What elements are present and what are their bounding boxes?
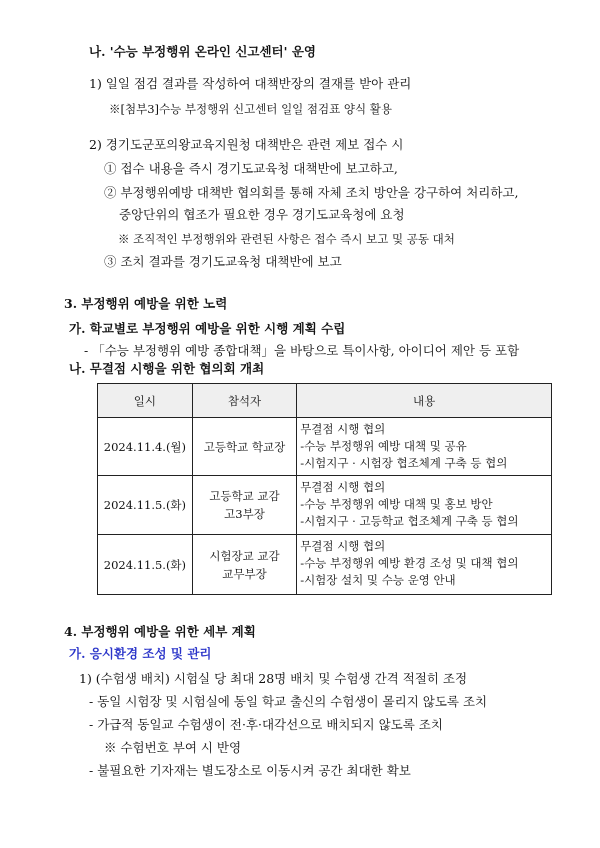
note-exam-number: ※ 수험번호 부여 시 반영 bbox=[104, 740, 242, 755]
item-seating: 1) (수험생 배치) 시험실 당 최대 28명 배치 및 수험생 간격 적절히 조정 bbox=[79, 671, 468, 686]
table-cell-attendees bbox=[192, 418, 296, 476]
table-cell-attendees bbox=[192, 535, 296, 595]
section-heading-online-report-center: 나. '수능 부정행위 온라인 신고센터' 운영 bbox=[89, 44, 316, 59]
table-row bbox=[98, 418, 552, 476]
table-cell-content bbox=[297, 535, 552, 595]
table-cell-content bbox=[297, 418, 552, 476]
step-2: ② 부정행위예방 대책반 협의회를 통해 자체 조치 방안을 강구하여 처리하고, bbox=[104, 185, 519, 200]
bullet-same-school: - 동일 시험장 및 시험실에 동일 학교 출신의 수험생이 몰리지 않도록 조치 bbox=[89, 694, 488, 709]
step-3: ③ 조치 결과를 경기도교육청 대책반에 보고 bbox=[104, 254, 342, 269]
content-line: 무결점 시행 협의 bbox=[300, 422, 386, 436]
step-2-cont: 중앙단위의 협조가 필요한 경우 경기도교육청에 요청 bbox=[119, 207, 405, 222]
table-cell-date: 2024.11.4.(월) bbox=[98, 418, 193, 476]
meeting-table bbox=[97, 383, 552, 595]
table-cell-date: 2024.11.5.(화) bbox=[98, 476, 193, 535]
subsection-4a-title: 가. 응시환경 조성 및 관리 bbox=[69, 646, 212, 661]
table-header-attendees: 참석자 bbox=[192, 384, 296, 418]
content-line: 무결점 시행 협의 bbox=[300, 480, 386, 494]
table-cell-content bbox=[297, 476, 552, 535]
attendee-line: 고등학교 교감 bbox=[209, 489, 280, 503]
content-line: -수능 부정행위 예방 환경 조성 및 대책 협의 bbox=[300, 556, 519, 570]
subsection-3b-title: 나. 무결점 시행을 위한 협의회 개최 bbox=[69, 361, 265, 376]
attendee-line: 고3부장 bbox=[224, 507, 265, 521]
table-header-content: 내용 bbox=[297, 384, 552, 418]
content-line: -시험지구 · 시험장 협조체계 구축 등 협의 bbox=[300, 456, 508, 470]
content-line: -시험장 설치 및 수능 운영 안내 bbox=[300, 573, 456, 587]
note-attachment3: ※[첨부3]수능 부정행위 신고센터 일일 점검표 양식 활용 bbox=[109, 102, 393, 116]
subsection-3a-title: 가. 학교별로 부정행위 예방을 위한 시행 계획 수립 bbox=[69, 321, 346, 336]
table-header-row bbox=[98, 384, 552, 418]
step-1: ① 접수 내용을 즉시 경기도교육청 대책반에 보고하고, bbox=[104, 161, 398, 176]
table-cell-attendees bbox=[192, 476, 296, 535]
section-3-title: 3. 부정행위 예방을 위한 노력 bbox=[64, 296, 228, 311]
item-report-received: 2) 경기도군포의왕교육지원청 대책반은 관련 제보 접수 시 bbox=[89, 137, 404, 152]
subsection-3a-detail: - 「수능 부정행위 예방 종합대책」을 바탕으로 특이사항, 아이디어 제안 등 포함 bbox=[84, 343, 520, 358]
attendee-line: 교무부장 bbox=[222, 566, 267, 581]
content-line: -시험지구 · 고등학교 협조체계 구축 등 협의 bbox=[300, 514, 519, 528]
table-header-date: 일시 bbox=[98, 384, 193, 418]
section-4-title: 4. 부정행위 예방을 위한 세부 계획 bbox=[64, 624, 256, 639]
note-organized-cheating: ※ 조직적인 부정행위와 관련된 사항은 접수 즉시 보고 및 공동 대처 bbox=[118, 232, 455, 246]
bullet-diagonal: - 가급적 동일교 수험생이 전·후·대각선으로 배치되지 않도록 조치 bbox=[89, 717, 443, 732]
table-row bbox=[98, 476, 552, 535]
attendee-line: 고등학교 학교장 bbox=[203, 439, 286, 454]
attendee-line: 시험장교 교감 bbox=[209, 548, 280, 563]
content-line: 무결점 시행 협의 bbox=[300, 539, 386, 553]
table-row bbox=[98, 535, 552, 595]
table-cell-date: 2024.11.5.(화) bbox=[98, 535, 193, 595]
bullet-equipment: - 불필요한 기자재는 별도장소로 이동시켜 공간 최대한 확보 bbox=[89, 763, 411, 778]
content-line: -수능 부정행위 예방 대책 및 홍보 방안 bbox=[300, 497, 493, 511]
item-daily-check: 1) 일일 점검 결과를 작성하여 대책반장의 결재를 받아 관리 bbox=[89, 76, 412, 91]
content-line: -수능 부정행위 예방 대책 및 공유 bbox=[300, 439, 467, 453]
